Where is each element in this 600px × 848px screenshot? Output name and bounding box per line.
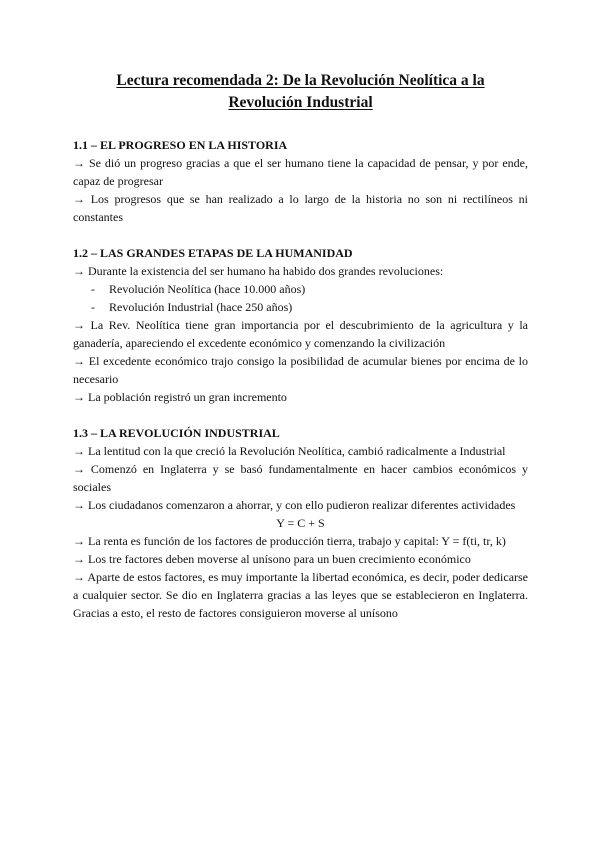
list-item-text: Revolución Neolítica (hace 10.000 años) [109,282,306,296]
title-line-1: Lectura recomendada 2: De la Revolución Neolítica a la [116,72,485,89]
section-heading: 1.2 – LAS GRANDES ETAPAS DE LA HUMANIDAD [73,246,353,260]
list-item-text: Revolución Industrial (hace 250 años) [109,300,293,314]
paragraph: → Se dió un progreso gracias a que el ser humano tiene la capacidad de pensar, y por ende, capaz de progresar [73,156,528,188]
title-line-2: Revolución Industrial [228,94,373,111]
section-etapas [73,244,528,406]
list-bullet: - [91,282,95,296]
paragraph: → Los ciudadanos comenzaron a ahorrar, y con ello pudieron realizar diferentes actividades [73,498,516,512]
list-bullet: - [91,300,95,314]
paragraph: → El excedente económico trajo consigo la posibilidad de acumular bienes por encima de lo necesario [73,354,528,386]
section-heading: 1.1 – EL PROGRESO EN LA HISTORIA [73,138,288,152]
paragraph: → La Rev. Neolítica tiene gran importancia por el descubrimiento de la agricultura y la ganadería, apareciendo el excedente económico y comenzando la civilización [73,318,528,350]
list-item [91,298,528,316]
section-progreso [73,136,528,226]
section-revolucion-industrial [73,424,528,622]
paragraph: → Los progresos que se han realizado a lo largo de la historia no son ni rectilíneos ni constantes [73,192,528,224]
document-page [73,70,528,640]
paragraph: → Aparte de estos factores, es muy importante la libertad económica, es decir, poder dedicarse a cualquier sector. Se dio en Inglaterra gracias a las leyes que se establecieron en Inglaterra. Gracias a esto, el resto de factores consiguieron moverse al unísono [73,570,529,620]
formula: Y = C + S [276,516,325,530]
paragraph: → Durante la existencia del ser humano ha habido dos grandes revoluciones: [73,264,444,278]
paragraph: → La lentitud con la que creció la Revolución Neolítica, cambió radicalmente a Industrial [73,444,506,458]
paragraph: → La población registró un gran incremento [73,390,287,404]
document-title [73,70,528,114]
paragraph: → Los tre factores deben moverse al unísono para un buen crecimiento económico [73,552,471,566]
list-item [91,280,528,298]
paragraph: → Comenzó en Inglaterra y se basó fundamentalmente en hacer cambios económicos y sociales [73,462,528,494]
section-heading: 1.3 – LA REVOLUCIÓN INDUSTRIAL [73,426,280,440]
paragraph: → La renta es función de los factores de producción tierra, trabajo y capital: Y = f(ti, tr, k) [73,534,506,548]
revolutions-list [73,280,528,316]
